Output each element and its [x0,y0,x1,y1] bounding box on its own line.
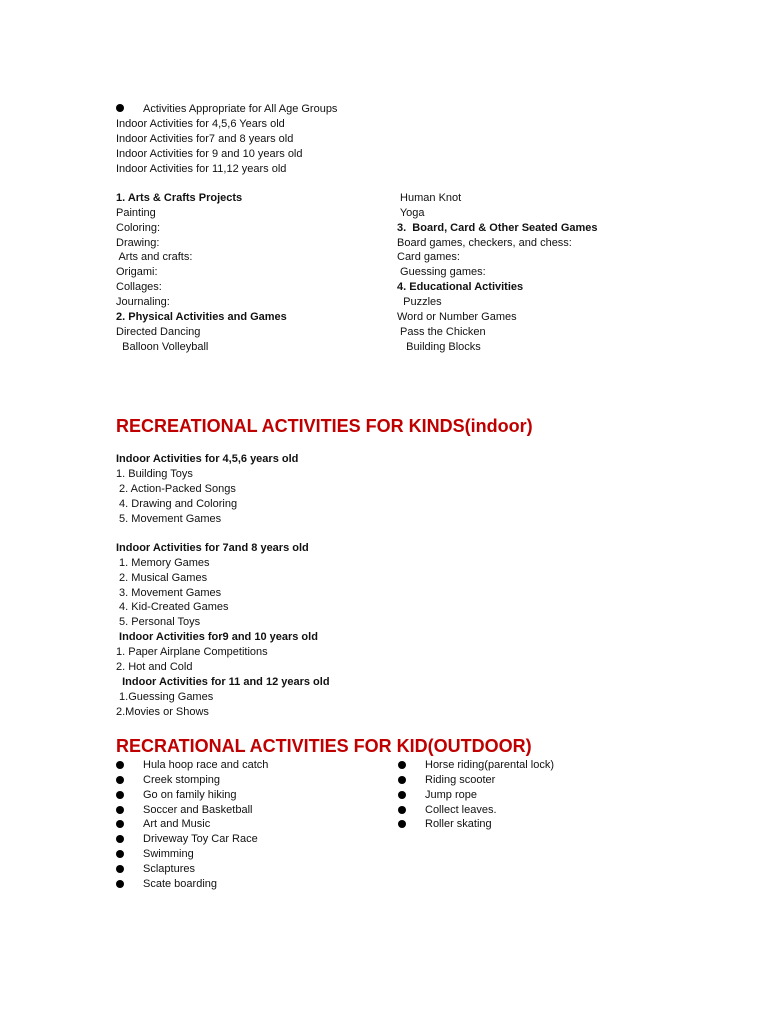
intro-line: Indoor Activities for 4,5,6 Years old [116,118,285,130]
list-item: Go on family hiking [143,789,237,801]
outdoor-heading: RECRATIONAL ACTIVITIES FOR KID(OUTDOOR) [116,736,532,756]
list-item: Board games, checkers, and chess: [397,237,572,249]
list-item: Soccer and Basketball [143,804,253,816]
list-item: Balloon Volleyball [116,341,209,353]
list-item: 5. Personal Toys [116,616,201,628]
bullet-icon [116,835,124,843]
list-item: Hula hoop race and catch [143,759,269,771]
indoor-group-title: Indoor Activities for 7and 8 years old [116,542,309,554]
list-item: Yoga [397,207,425,219]
list-item: Drawing: [116,237,160,249]
arts-crafts-title: 1. Arts & Crafts Projects [116,192,243,204]
bullet-icon [116,850,124,858]
list-item: Human Knot [397,192,462,204]
bullet-icon [116,880,124,888]
list-item: Coloring: [116,222,161,234]
list-item: 1.Guessing Games [116,691,214,703]
bullet-icon [116,820,124,828]
list-item: 1. Memory Games [116,557,210,569]
list-item: Collect leaves. [425,804,497,816]
bullet-icon [116,776,124,784]
list-item: Horse riding(parental lock) [425,759,554,771]
list-item: 2. Hot and Cold [116,661,193,673]
list-item: Riding scooter [425,774,496,786]
list-item: 5. Movement Games [116,513,222,525]
indoor-group-title: Indoor Activities for 4,5,6 years old [116,453,299,465]
list-item: Directed Dancing [116,326,201,338]
bullet-icon [398,791,406,799]
list-item: 1. Building Toys [116,468,193,480]
list-item: Guessing games: [397,266,486,278]
list-item: Scate boarding [143,878,217,890]
list-item: 1. Paper Airplane Competitions [116,646,268,658]
bullet-icon [116,761,124,769]
list-item: Art and Music [143,818,211,830]
list-item: Sclaptures [143,863,195,875]
list-item: 3. Movement Games [116,587,222,599]
list-item: Jump rope [425,789,477,801]
bullet-icon [116,791,124,799]
physical-activities-title: 2. Physical Activities and Games [116,311,287,323]
list-item: Swimming [143,848,194,860]
indoor-group-title: Indoor Activities for 11 and 12 years old [116,676,330,688]
list-item: 2.Movies or Shows [116,706,209,718]
bullet-icon [116,806,124,814]
list-item: Card games: [397,251,460,263]
bullet-icon [398,776,406,784]
list-item: Word or Number Games [397,311,517,323]
indoor-heading: RECREATIONAL ACTIVITIES FOR KINDS(indoor) [116,416,533,436]
list-item: Collages: [116,281,162,293]
intro-bullet-text: Activities Appropriate for All Age Groups [143,103,338,115]
list-item: 2. Action-Packed Songs [116,483,236,495]
list-item: Building Blocks [397,341,481,353]
list-item: Journaling: [116,296,170,308]
board-games-title: 3. Board, Card & Other Seated Games [397,222,598,234]
educational-activities-title: 4. Educational Activities [397,281,524,293]
bullet-icon [398,820,406,828]
list-item: Driveway Toy Car Race [143,833,258,845]
list-item: 4. Kid-Created Games [116,601,229,613]
list-item: Pass the Chicken [397,326,486,338]
list-item: Painting [116,207,156,219]
list-item: Creek stomping [143,774,221,786]
list-item: Roller skating [425,818,492,830]
bullet-icon [398,806,406,814]
indoor-group-title: Indoor Activities for9 and 10 years old [116,631,318,643]
list-item: 4. Drawing and Coloring [116,498,238,510]
intro-line: Indoor Activities for7 and 8 years old [116,133,294,145]
list-item: Puzzles [397,296,442,308]
intro-line: Indoor Activities for 11,12 years old [116,163,287,175]
list-item: Origami: [116,266,158,278]
list-item: Arts and crafts: [116,251,193,263]
intro-line: Indoor Activities for 9 and 10 years old [116,148,303,160]
bullet-icon [398,761,406,769]
bullet-icon [116,104,124,112]
list-item: 2. Musical Games [116,572,208,584]
bullet-icon [116,865,124,873]
